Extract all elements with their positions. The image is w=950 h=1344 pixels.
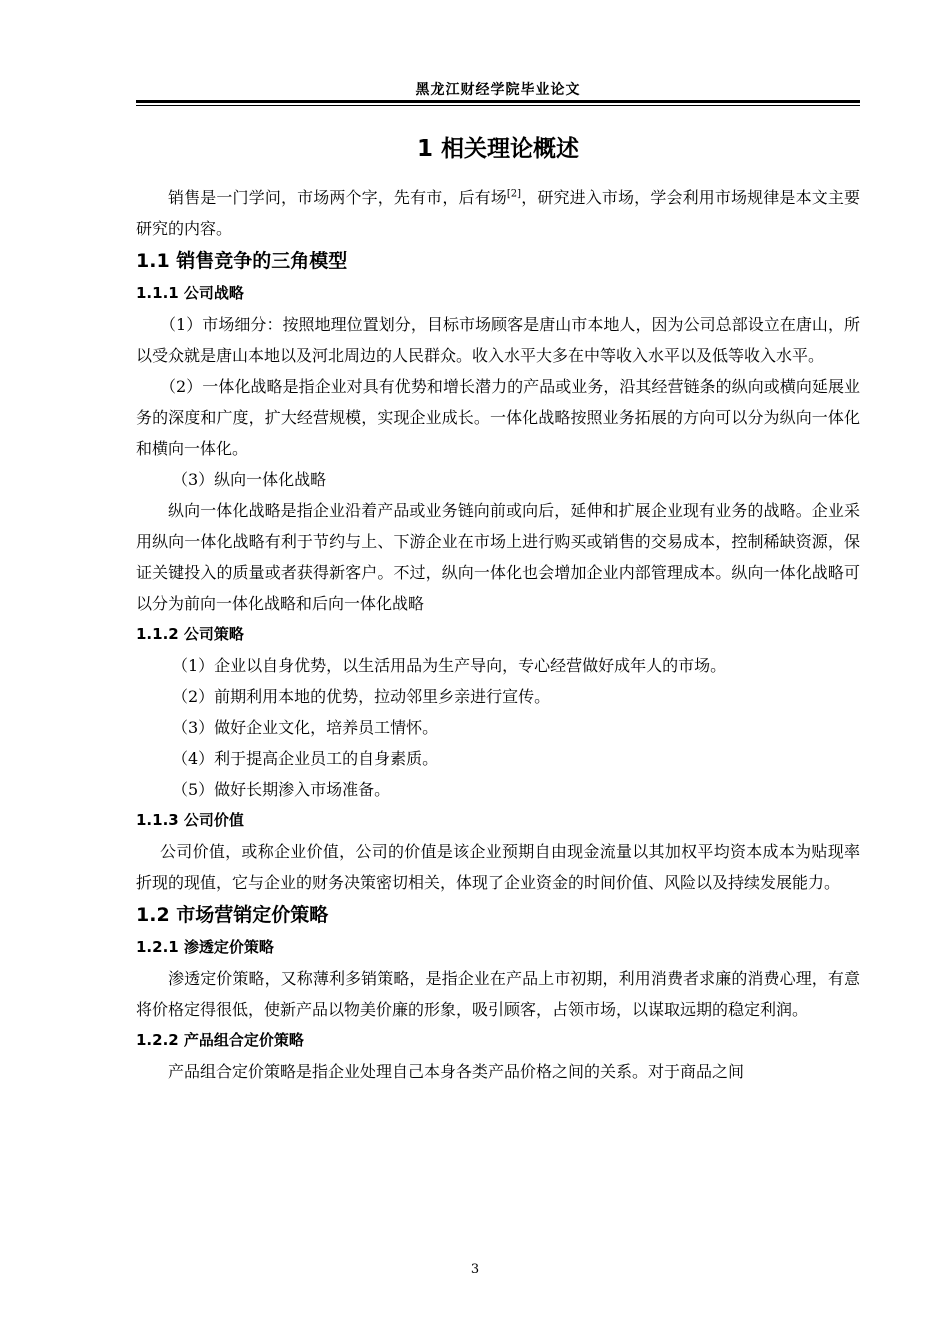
paragraph-penetration-pricing: 渗透定价策略，又称薄利多销策略，是指企业在产品上市初期，利用消费者求廉的消费心理，有意将价格定得很低，使新产品以物美价廉的形象，吸引顾客，占领市场，以谋取远期的稳定利润。 <box>136 969 860 1019</box>
paragraph-product-mix-pricing: 产品组合定价策略是指企业处理自己本身各类产品价格之间的关系。对于商品之间 <box>168 1062 745 1081</box>
list-item: （4）利于提高企业员工的自身素质。 <box>172 749 439 768</box>
paragraph-vertical-integration: 纵向一体化战略是指企业沿着产品或业务链向前或向后，延伸和扩展企业现有业务的战略。企业采用纵向一体化战略有利于节约与上、下游企业在市场上进行购买或销售的交易成本，控制稀缺资源，保证关键投入的质量或者获得新客户。不过，纵向一体化也会增加企业内部管理成本。纵向一体化战略可以分为前向一体化战略和后向一体化战略 <box>136 501 860 613</box>
subsection-heading-1-1-1: 1.1.1 公司战略 <box>136 284 244 302</box>
list-item: （3）做好企业文化，培养员工情怀。 <box>172 718 439 737</box>
chapter-title: 1 相关理论概述 <box>416 136 579 162</box>
list-item: （2）前期利用本地的优势，拉动邻里乡亲进行宣传。 <box>172 687 551 706</box>
page-content <box>136 130 860 1087</box>
page-number: 3 <box>470 1262 480 1277</box>
citation-marker: [2] <box>506 188 522 200</box>
paragraph-integration-strategy: （2）一体化战略是指企业对具有优势和增长潜力的产品或业务，沿其经营链条的纵向或横向延展业务的深度和广度，扩大经营规模，实现企业成长。一体化战略按照业务拓展的方向可以分为纵向一体化和横向一体化。 <box>136 377 860 458</box>
list-item: （1）企业以自身优势，以生活用品为生产导向，专心经营做好成年人的市场。 <box>172 656 727 675</box>
header-rule-thin <box>136 105 860 106</box>
list-item: （5）做好长期渗入市场准备。 <box>172 780 391 799</box>
running-header-title: 黑龙江财经学院毕业论文 <box>415 82 581 98</box>
subsection-heading-1-1-3: 1.1.3 公司价值 <box>136 811 244 829</box>
subsection-heading-1-2-1: 1.2.1 渗透定价策略 <box>136 938 274 956</box>
header-rule-thick <box>136 100 860 103</box>
intro-text-before-citation: 销售是一门学问，市场两个字，先有市，后有场 <box>168 188 507 207</box>
section-heading-1-1: 1.1 销售竞争的三角模型 <box>136 250 348 272</box>
intro-paragraph <box>136 182 860 244</box>
paragraph-market-segmentation: （1）市场细分：按照地理位置划分，目标市场顾客是唐山市本地人，因为公司总部设立在唐山，所以受众就是唐山本地以及河北周边的人民群众。收入水平大多在中等收入水平以及低等收入水平。 <box>136 315 860 365</box>
paragraph-vertical-integration-heading: （3）纵向一体化战略 <box>172 470 327 489</box>
section-heading-1-2: 1.2 市场营销定价策略 <box>136 904 329 926</box>
paragraph-company-value: 公司价值，或称企业价值，公司的价值是该企业预期自由现金流量以其加权平均资本成本为贴现率折现的现值，它与企业的财务决策密切相关，体现了企业资金的时间价值、风险以及持续发展能力。 <box>136 842 860 892</box>
subsection-heading-1-1-2: 1.1.2 公司策略 <box>136 625 244 643</box>
intro-text-after-citation: ，研究进入市场，学会利用市场规律是本文主要研究的内容。 <box>136 188 860 238</box>
subsection-heading-1-2-2: 1.2.2 产品组合定价策略 <box>136 1031 304 1049</box>
